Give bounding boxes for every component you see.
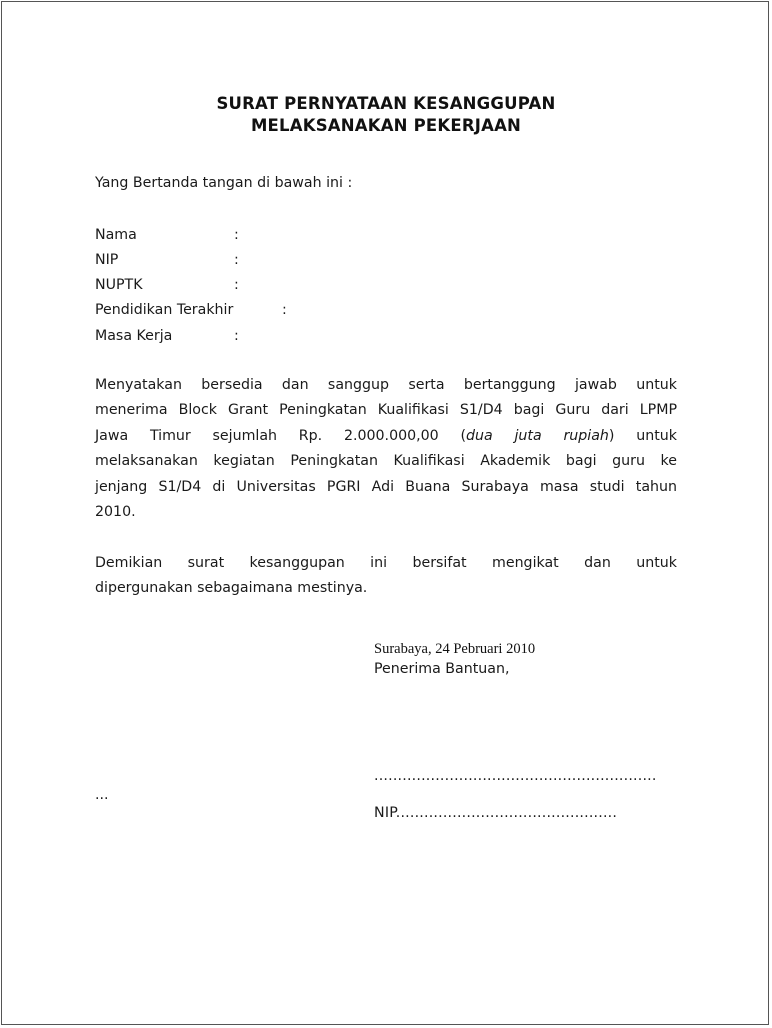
signature-line: ............................................................ — [374, 768, 657, 784]
closing-paragraph — [95, 551, 677, 602]
closing-line-2: dipergunakan sebagaimana mestinya. — [95, 580, 368, 597]
field-label-pendidikan: Pendidikan Terakhir — [95, 302, 234, 318]
field-colon-nuptk: : — [234, 277, 239, 293]
statement-line-4: melaksanakan kegiatan Peningkatan Kualifikasi Akademik bagi guru ke — [95, 453, 677, 470]
statement-line-3 — [95, 424, 677, 449]
field-label-nip: NIP — [95, 252, 119, 268]
statement-line-1: Menyatakan bersedia dan sanggup serta bertanggung jawab untuk — [95, 377, 677, 393]
statement-line-2: menerima Block Grant Peningkatan Kualifikasi S1/D4 bagi Guru dari LPMP — [95, 402, 677, 419]
field-colon-nama: : — [234, 227, 239, 243]
document-title-line2: MELAKSANAKAN PEKERJAAN — [250, 116, 522, 135]
recipient-label: Penerima Bantuan, — [374, 661, 510, 677]
closing-line-1: Demikian surat kesanggupan ini bersifat mengikat dan untuk — [95, 555, 677, 571]
statement-line-3-pre: Jawa Timur sejumlah Rp. 2.000.000,00 ( — [95, 427, 467, 444]
field-colon-masa-kerja: : — [234, 328, 239, 344]
amount-in-words: dua juta rupiah — [466, 427, 609, 444]
document-title-line1: SURAT PERNYATAAN KESANGGUPAN — [216, 94, 556, 113]
field-colon-nip: : — [234, 252, 239, 268]
intro-text: Yang Bertanda tangan di bawah ini : — [95, 175, 353, 191]
field-label-nuptk: NUPTK — [95, 277, 143, 293]
place-date: Surabaya, 24 Pebruari 2010 — [374, 641, 536, 657]
field-label-masa-kerja: Masa Kerja — [95, 328, 173, 344]
field-colon-pendidikan: : — [282, 302, 287, 318]
field-label-nama: Nama — [95, 227, 137, 243]
statement-line-6: 2010. — [95, 503, 136, 520]
statement-line-3-post: ) untuk — [608, 427, 677, 444]
left-dots: ... — [95, 787, 109, 803]
signature-nip: NIP............................................... — [374, 805, 618, 821]
statement-paragraph — [95, 373, 677, 525]
statement-line-5: jenjang S1/D4 di Universitas PGRI Adi Buana Surabaya masa studi tahun — [95, 478, 677, 495]
